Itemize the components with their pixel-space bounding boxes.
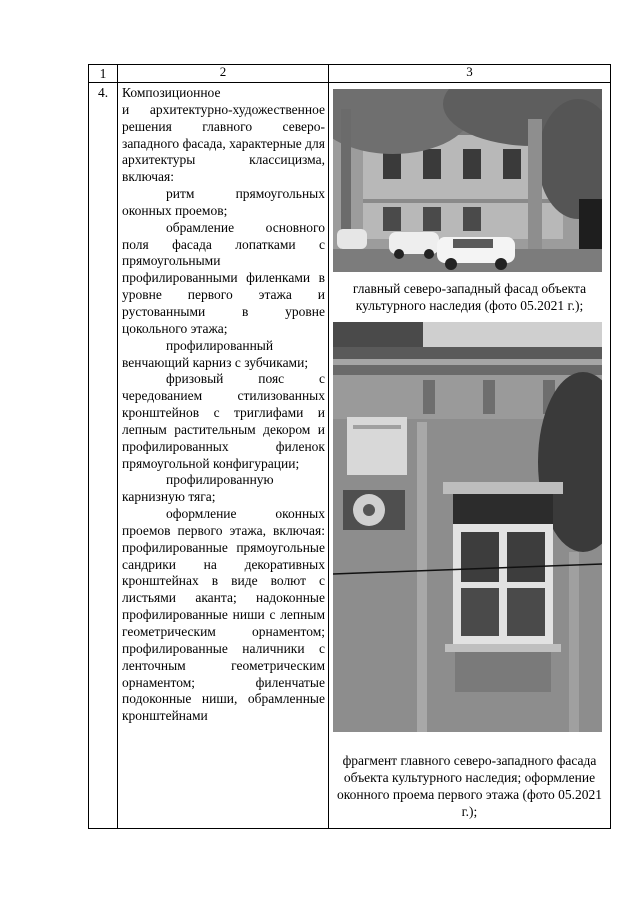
facade-photo-caption: главный северо-западный фасад объекта культурного наследия (фото 05.2021 г.); bbox=[352, 281, 587, 313]
header-col-3: 3 bbox=[329, 65, 611, 83]
table-header-row bbox=[89, 65, 611, 83]
description-paragraph: Композиционное bbox=[122, 85, 221, 100]
description-cell bbox=[118, 83, 329, 829]
header-col-2: 2 bbox=[118, 65, 329, 83]
table-row bbox=[89, 83, 611, 829]
description-paragraph: оформление оконных проемов первого этажа, включая: профилированные прямоугольные сандрики на декоративных кронштейнах в виде волют с листьями аканта; надоконные профилированные ниши с лепным геометрическим орнаментом; профилированные наличники с ленточным геометрическим орнаментом; филенчатые подоконные ниши, обрамленные кронштейнами bbox=[122, 506, 325, 724]
description-paragraph: профилированную карнизную тяга; bbox=[122, 472, 274, 505]
description-paragraph: профилированный венчающий карниз с зубчиками; bbox=[122, 337, 309, 370]
window-fragment-photo bbox=[333, 322, 602, 732]
description-paragraph: обрамление основного поля фасада лопатками с прямоугольными профилированными филенками в уровне первого этажа и рустованными в уровне цокольного этажа; bbox=[122, 219, 325, 336]
description-paragraph: фризовый пояс с чередованием стилизованных кронштейнов с триглифами и лепным растительным декором и профилированных филенок прямоугольной конфигурации; bbox=[122, 371, 325, 471]
facade-photo bbox=[333, 89, 602, 272]
document-table bbox=[88, 64, 611, 829]
row-number-cell bbox=[89, 83, 118, 829]
window-fragment-caption: фрагмент главного северо-западного фасада объекта культурного наследия; оформление оконного проема первого этажа (фото 05.2021 г.); bbox=[336, 753, 602, 819]
description-text bbox=[118, 83, 328, 725]
row-number: 4. bbox=[97, 85, 109, 100]
description-paragraph: и архитектурно-художественное решения главного северо-западного фасада, характерные для архитектуры классицизма, включая: bbox=[122, 101, 325, 185]
header-col-1: 1 bbox=[89, 65, 118, 83]
description-paragraph: ритм прямоугольных оконных проемов; bbox=[122, 186, 325, 218]
photos-cell bbox=[329, 83, 611, 829]
